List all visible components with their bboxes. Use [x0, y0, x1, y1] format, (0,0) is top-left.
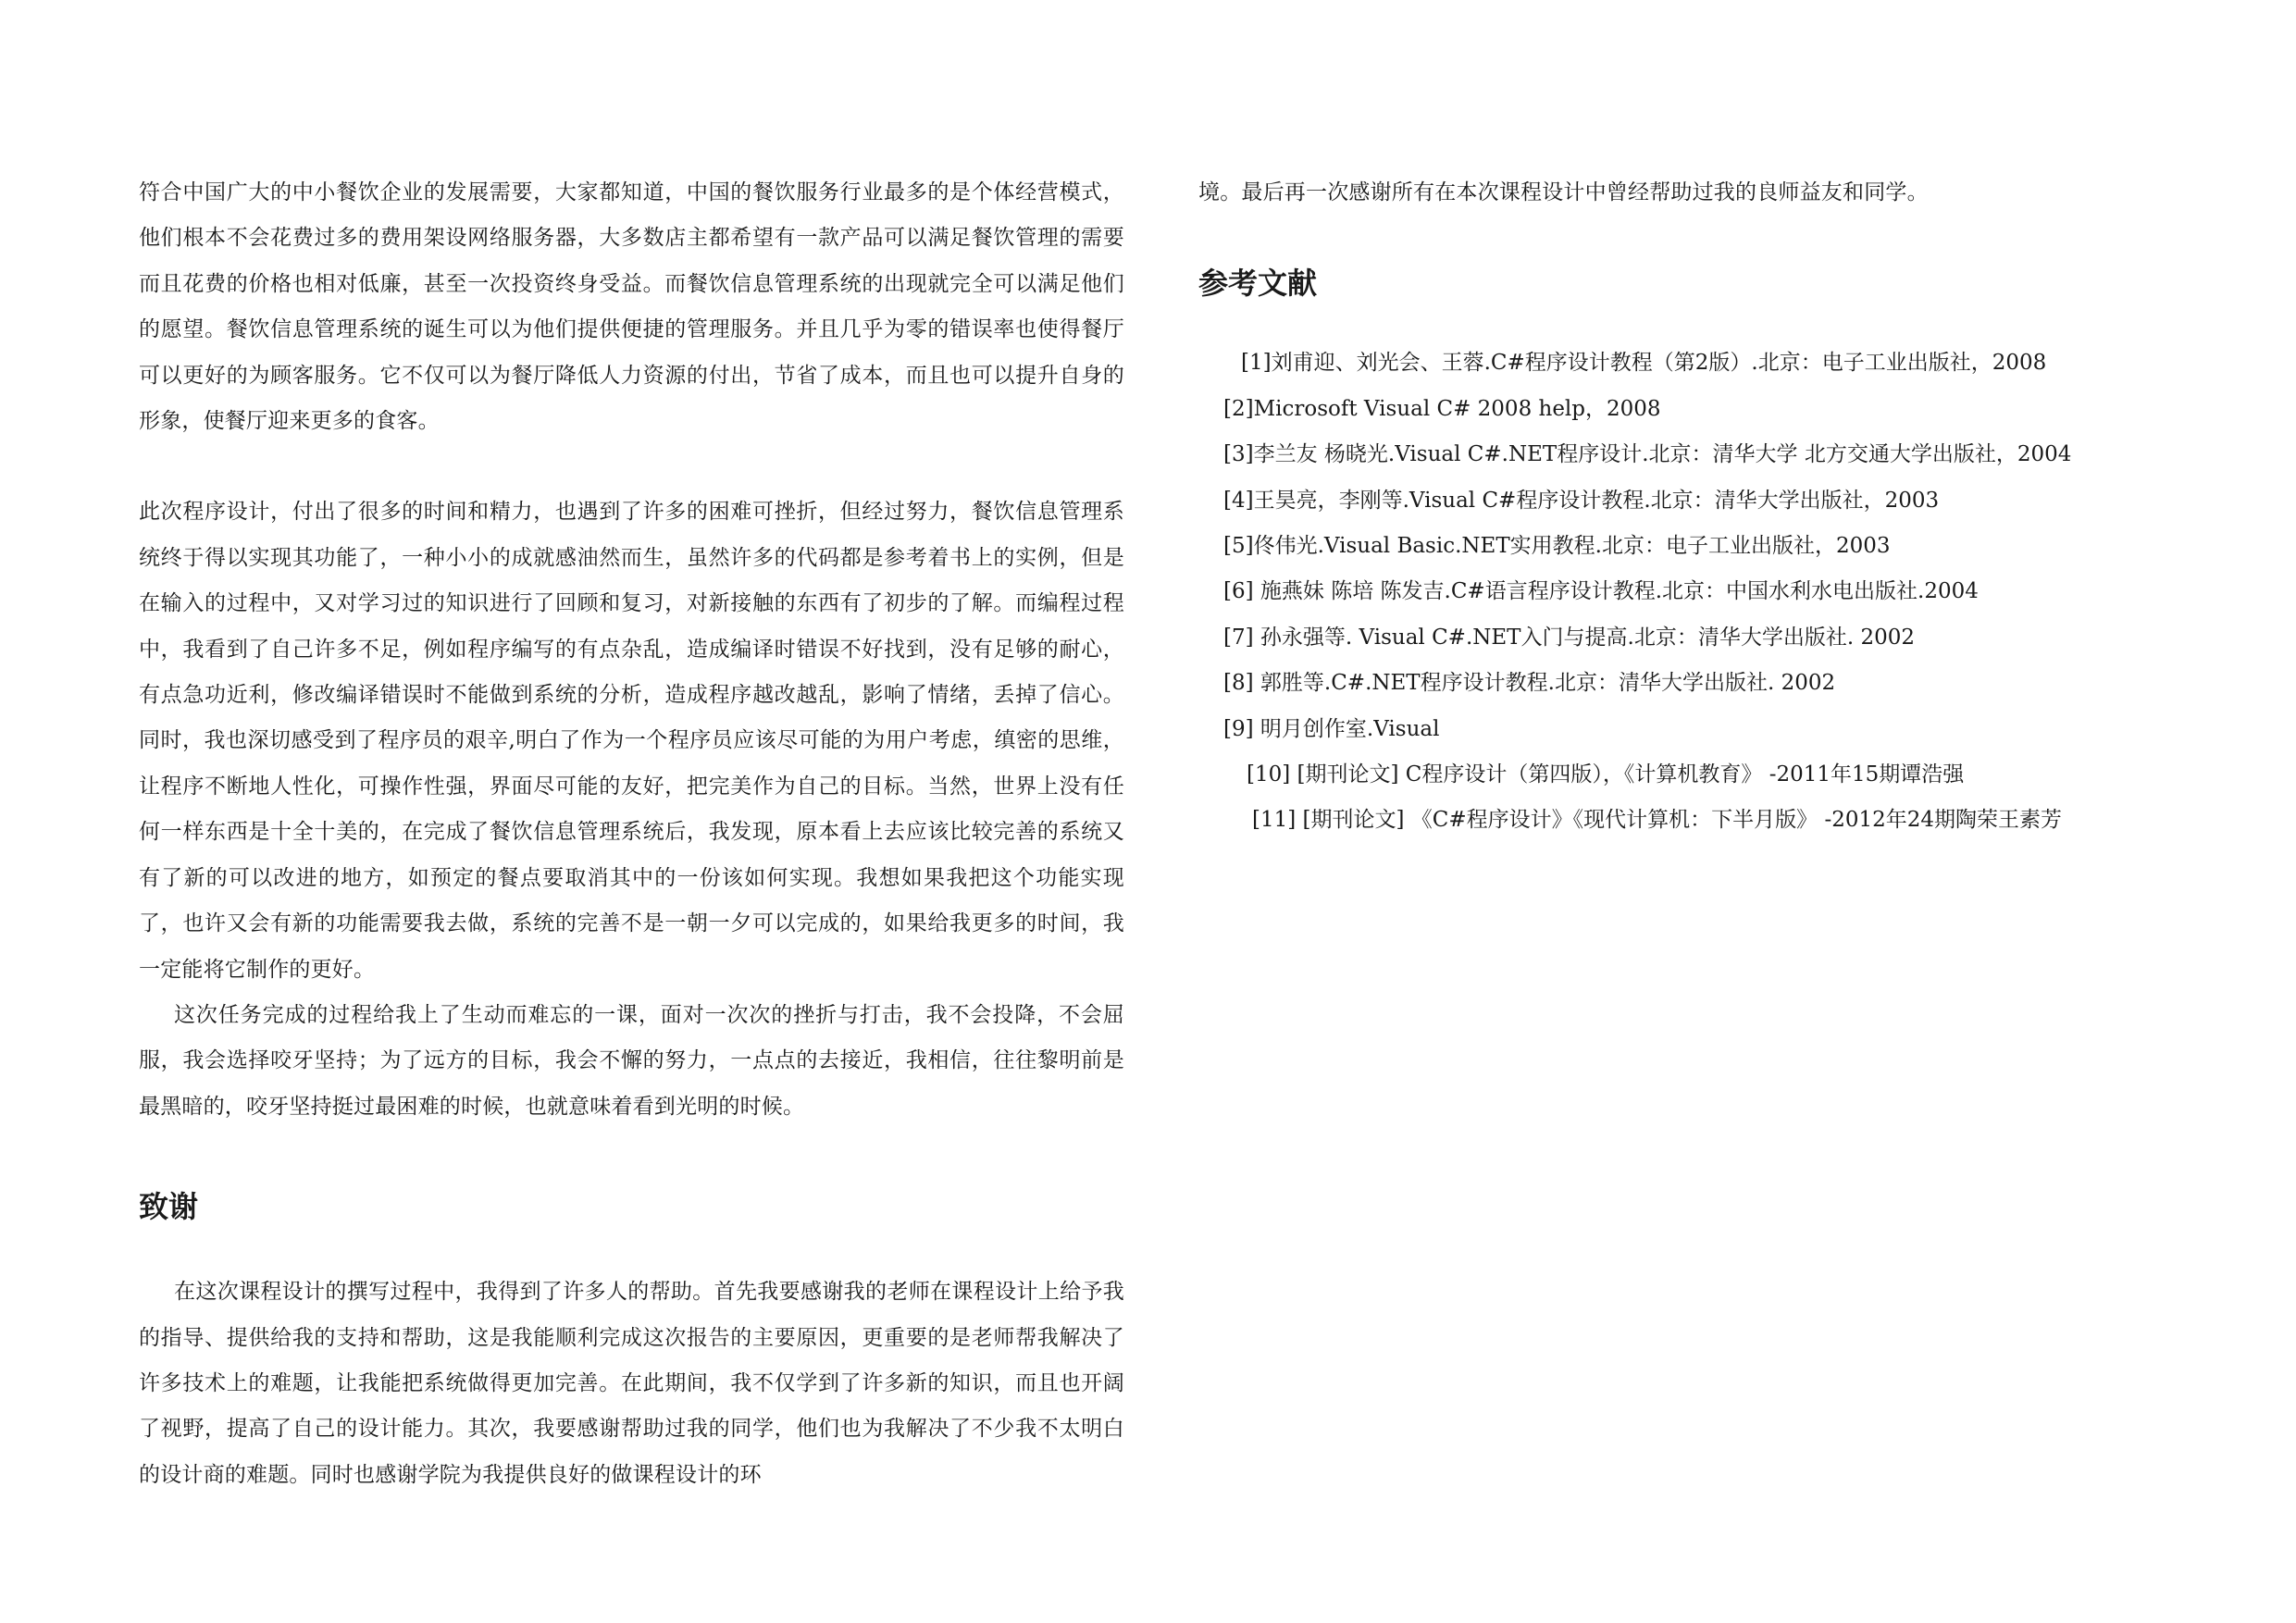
left-column: [139, 170, 1124, 1498]
reference-item: [5]佟伟光.Visual Basic.NET实用教程.北京：电子工业出版社，2003: [1223, 534, 1891, 559]
body-paragraph: 符合中国广大的中小餐饮企业的发展需要，大家都知道，中国的餐饮服务行业最多的是个体经营模式，他们根本不会花费过多的费用架设网络服务器，大多数店主都希望有一款产品可以满足餐饮管理的需要而且花费的价格也相对低廉，甚至一次投资终身受益。而餐饮信息管理系统的出现就完全可以满足他们的愿望。餐饮信息管理系统的诞生可以为他们提供便捷的管理服务。并且几乎为零的错误率也使得餐厅可以更好的为顾客服务。它不仅可以为餐厅降低人力资源的付出，节省了成本，而且也可以提升自身的形象，使餐厅迎来更多的食客。: [139, 180, 1124, 434]
body-paragraph: 这次任务完成的过程给我上了生动而难忘的一课，面对一次次的挫折与打击，我不会投降，不会屈服，我会选择咬牙坚持；为了远方的目标，我会不懈的努力，一点点的去接近，我相信，往往黎明前是最黑暗的，咬牙坚持挺过最困难的时候，也就意味着看到光明的时候。: [139, 1002, 1124, 1119]
reference-item: [11] [期刊论文] 《C#程序设计》《现代计算机：下半月版》 -2012年24期陶荣王素芳: [1252, 808, 2063, 833]
acknowledgements-paragraph: 在这次课程设计的撰写过程中，我得到了许多人的帮助。首先我要感谢我的老师在课程设计上给予我的指导、提供给我的支持和帮助，这是我能顺利完成这次报告的主要原因，更重要的是老师帮我解决了许多技术上的难题，让我能把系统做得更加完善。在此期间，我不仅学到了许多新的知识，而且也开阔了视野，提高了自己的设计能力。其次，我要感谢帮助过我的同学，他们也为我解决了不少我不太明白的设计商的难题。同时也感谢学院为我提供良好的做课程设计的环: [139, 1280, 1124, 1487]
acknowledgements-continuation: 境。最后再一次感谢所有在本次课程设计中曾经帮助过我的良师益友和同学。: [1198, 180, 1929, 204]
reference-item: [10] [期刊论文] C程序设计（第四版），《计算机教育》 -2011年15期谭浩强: [1247, 762, 1965, 787]
reference-item: [7] 孙永强等. Visual C#.NET入门与提高.北京：清华大学出版社. 2002: [1223, 625, 1915, 650]
body-paragraph: 此次程序设计，付出了很多的时间和精力，也遇到了许多的困难可挫折，但经过努力，餐饮信息管理系统终于得以实现其功能了，一种小小的成就感油然而生，虽然许多的代码都是参考着书上的实例，但是在输入的过程中，又对学习过的知识进行了回顾和复习，对新接触的东西有了初步的了解。而编程过程中，我看到了自己许多不足，例如程序编写的有点杂乱，造成编译时错误不好找到，没有足够的耐心，有点急功近利，修改编译错误时不能做到系统的分析，造成程序越改越乱，影响了情绪，丢掉了信心。同时，我也深切感受到了程序员的艰辛,明白了作为一个程序员应该尽可能的为用户考虑，缜密的思维，让程序不断地人性化，可操作性强，界面尽可能的友好，把完美作为自己的目标。当然，世界上没有任何一样东西是十全十美的，在完成了餐饮信息管理系统后，我发现，原本看上去应该比较完善的系统又有了新的可以改进的地方，如预定的餐点要取消其中的一份该如何实现。我想如果我把这个功能实现了，也许又会有新的功能需要我去做，系统的完善不是一朝一夕可以完成的，如果给我更多的时间，我一定能将它制作的更好。: [139, 500, 1124, 982]
acknowledgements-heading: 致谢: [139, 1189, 199, 1225]
reference-list: [1198, 341, 2170, 843]
reference-item: [9] 明月创作室.Visual: [1223, 716, 1440, 741]
reference-item: [4]王昊亮，李刚等.Visual C#程序设计教程.北京：清华大学出版社，2003: [1223, 488, 1940, 513]
right-column: [1198, 170, 2170, 844]
reference-item: [2]Microsoft Visual C# 2008 help，2008: [1223, 396, 1661, 421]
reference-item: [1]刘甫迎、刘光会、王蓉.C#程序设计教程（第2版）.北京：电子工业出版社，2008: [1241, 351, 2047, 376]
references-heading: 参考文献: [1198, 266, 1318, 302]
reference-item: [8] 郭胜等.C#.NET程序设计教程.北京：清华大学出版社. 2002: [1223, 671, 1836, 696]
reference-item: [3]李兰友 杨晓光.Visual C#.NET程序设计.北京：清华大学 北方交通大学出版社，2004: [1223, 442, 2072, 467]
reference-item: [6] 施燕妹 陈培 陈发吉.C#语言程序设计教程.北京：中国水利水电出版社.2004: [1223, 579, 1979, 604]
